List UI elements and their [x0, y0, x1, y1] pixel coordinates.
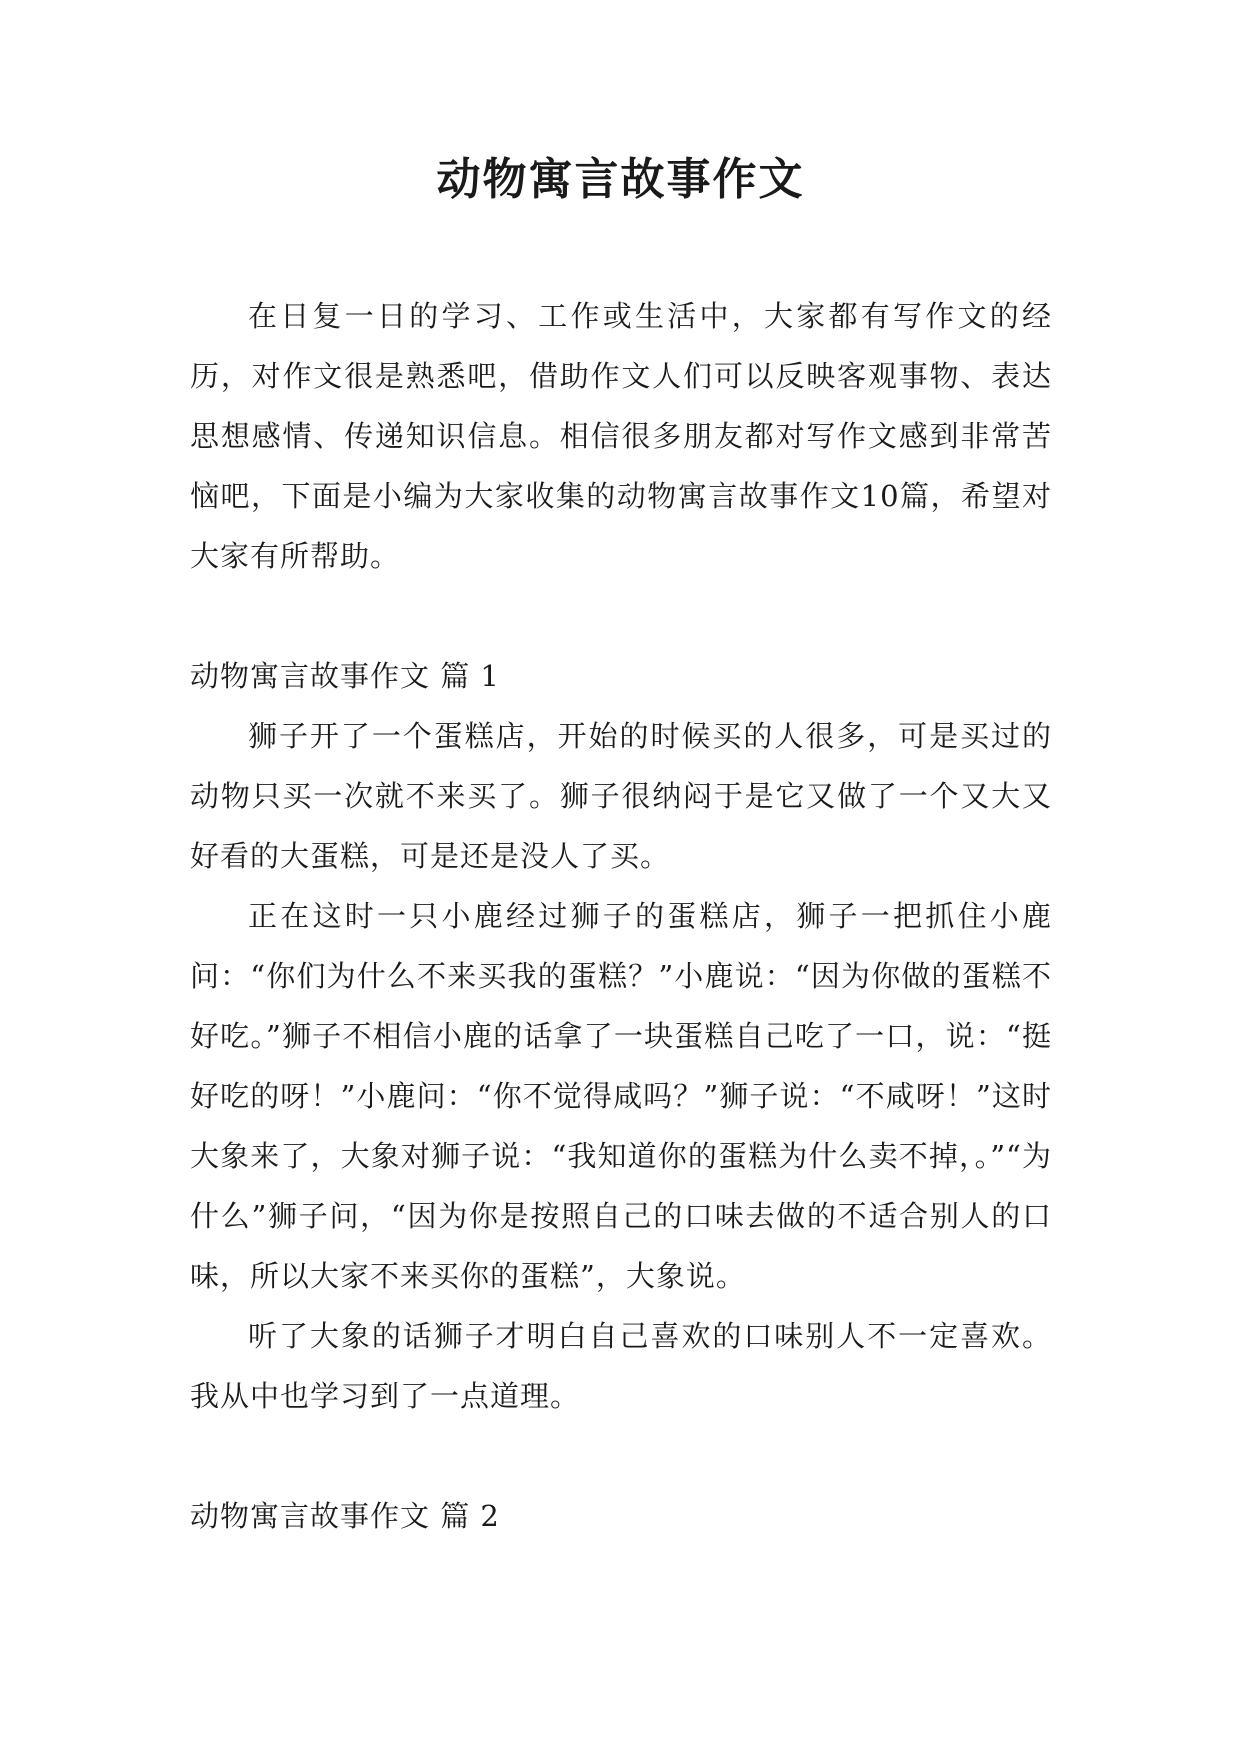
section-1-paragraph-1: 狮子开了一个蛋糕店，开始的时候买的人很多，可是买过的动物只买一次就不来买了。狮子很纳闷于是它又做了一个又大又好看的大蛋糕，可是还是没人了买。 — [190, 719, 1052, 873]
document-body — [190, 286, 1052, 1546]
section-spacer — [190, 586, 1052, 646]
document-title: 动物寓言故事作文 — [436, 154, 805, 205]
section-1-paragraph-3: 听了大象的话狮子才明白自己喜欢的口味别人不一定喜欢。我从中也学习到了一点道理。 — [190, 1319, 1052, 1413]
intro-paragraph: 在日复一日的学习、工作或生活中，大家都有写作文的经历，对作文很是熟悉吧，借助作文人们可以反映客观事物、表达思想感情、传递知识信息。相信很多朋友都对写作文感到非常苦恼吧，下面是小编为大家收集的动物寓言故事作文10篇，希望对大家有所帮助。 — [190, 299, 1052, 573]
section-2-heading: 动物寓言故事作文 篇 2 — [190, 1499, 500, 1533]
section-1-paragraph-2: 正在这时一只小鹿经过狮子的蛋糕店，狮子一把抓住小鹿问：“你们为什么不来买我的蛋糕？”小鹿说：“因为你做的蛋糕不好吃。”狮子不相信小鹿的话拿了一块蛋糕自己吃了一口，说：“挺好吃的呀！”小鹿问：“你不觉得咸吗？”狮子说：“不咸呀！”这时大象来了，大象对狮子说：“我知道你的蛋糕为什么卖不掉，。”“为什么”狮子问，“因为你是按照自己的口味去做的不适合别人的口味，所以大家不来买你的蛋糕”，大象说。 — [190, 899, 1052, 1293]
section-spacer — [190, 1426, 1052, 1486]
section-1-heading: 动物寓言故事作文 篇 1 — [190, 659, 500, 693]
